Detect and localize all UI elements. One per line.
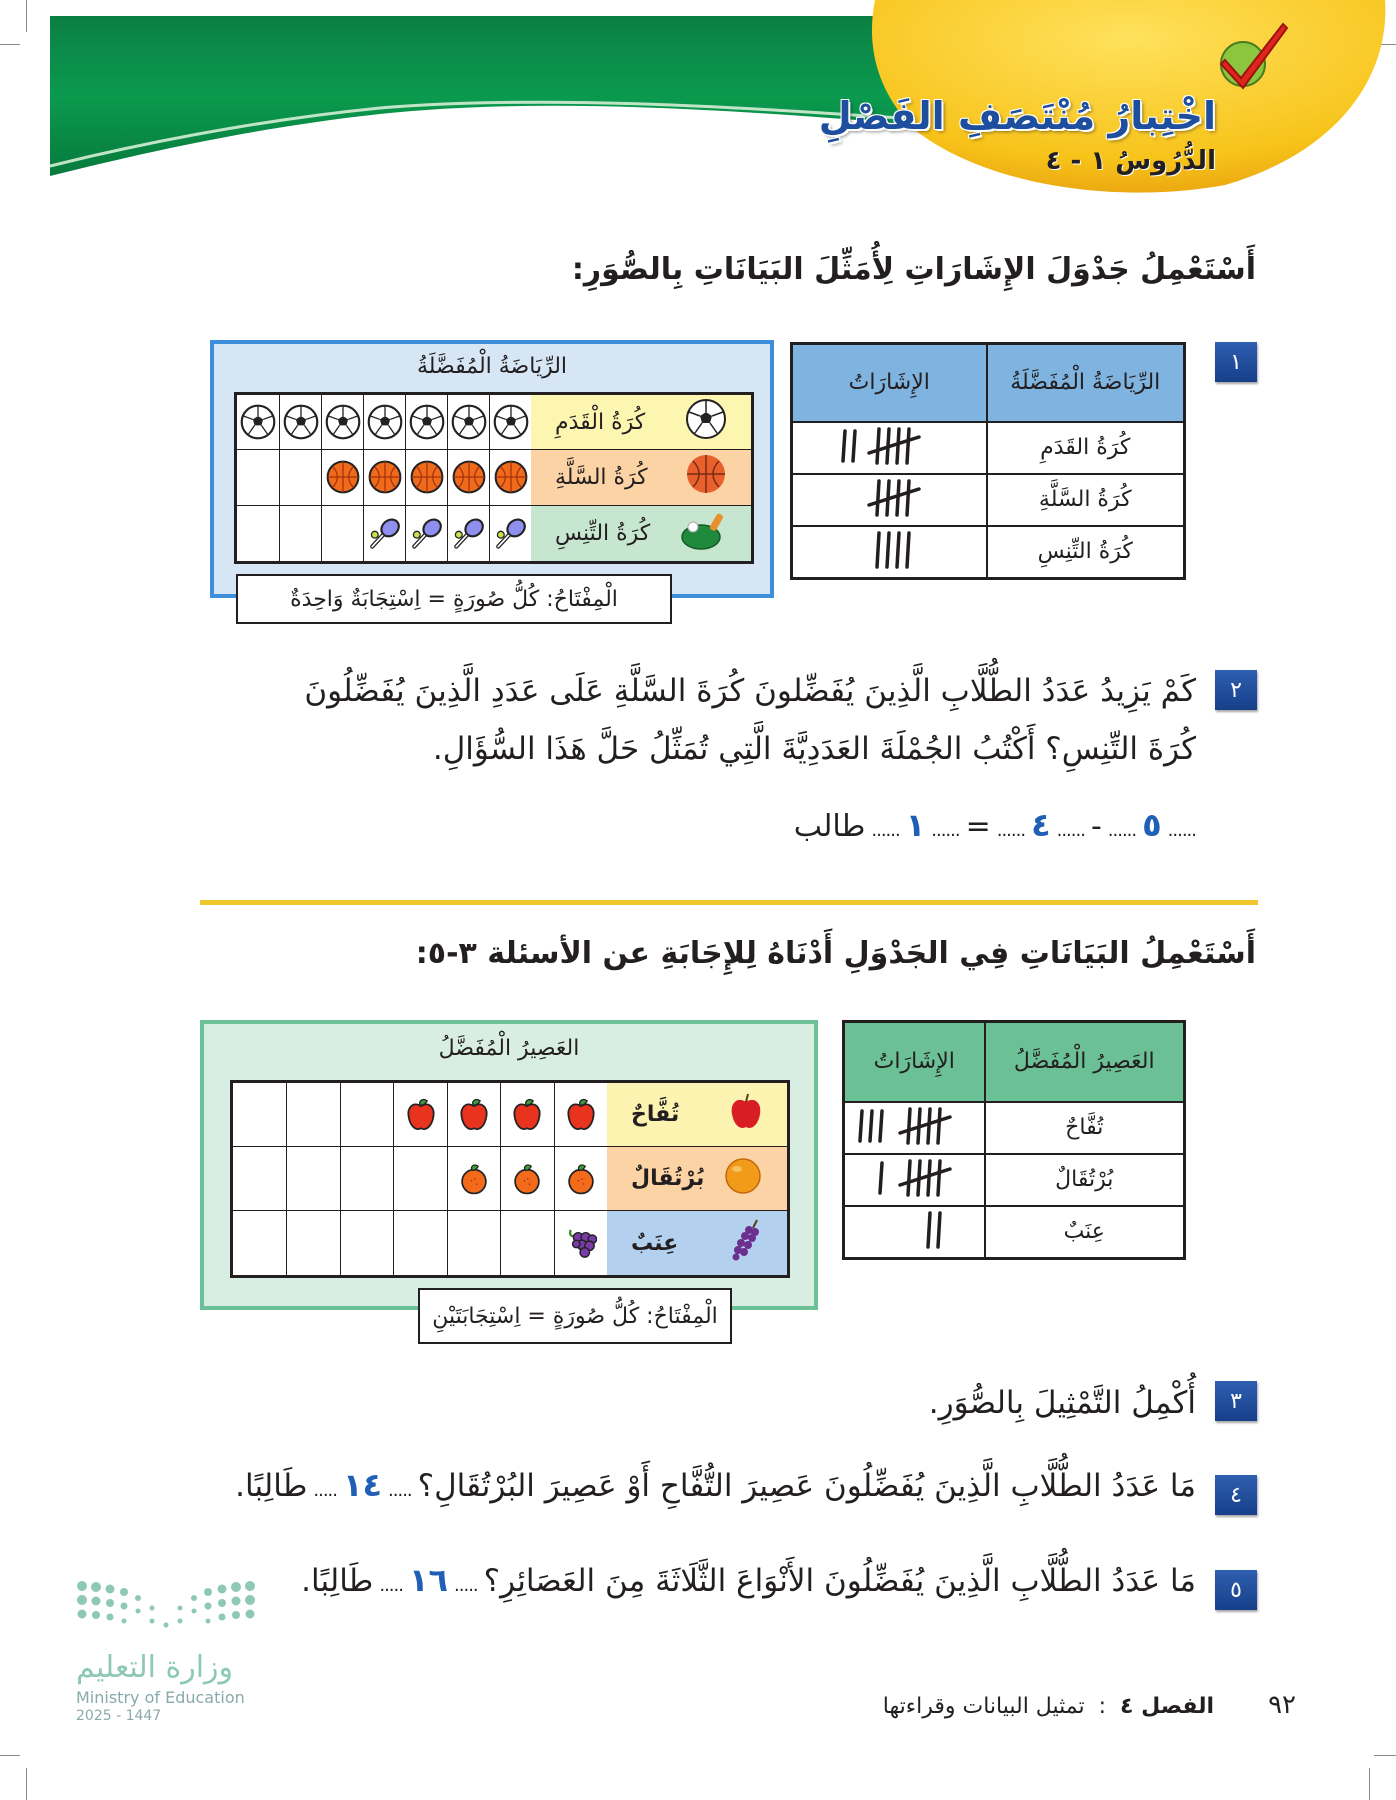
empty-cell (279, 450, 321, 505)
tally-icon (829, 475, 949, 519)
empty-cell (237, 450, 279, 505)
ministry-logo-icon (76, 1580, 256, 1640)
page-footer (883, 1690, 1296, 1720)
tennis-racket-icon (494, 516, 528, 550)
soccer-ball-icon (325, 404, 361, 440)
row-label: كُرَةُ السَّلَّةِ (987, 474, 1185, 526)
table-row (792, 422, 1185, 474)
apple-icon (566, 1097, 596, 1133)
basketball-icon (326, 460, 360, 494)
soccer-ball-icon (451, 404, 487, 440)
question-4-badge: ٤ (1215, 1475, 1257, 1515)
tally-icon (854, 1207, 974, 1251)
tally-icon (829, 423, 949, 467)
row-label: بُرْتُقَالٌ (985, 1154, 1185, 1206)
empty-cell (233, 1147, 286, 1211)
apple-icon (729, 1092, 763, 1138)
question-2-text: كَمْ يَزِيدُ عَدَدُ الطُّلَّابِ الَّذِينَ يُفَضِّلونَ كُرَةَ السَّلَّةِ عَلَى عَدَدِ الَّذِينَ يُفَضِّلُونَ كُرَةَ التِّنِسِ؟ أَكْتُبُ الجُمْلَةَ العَدَدِيَّةَ الَّتِي تُمَثِّلُ حَلَّ هَذَا السُّؤَالِ. (304, 673, 1196, 767)
question-4-line: مَا عَدَدُ الطُّلَّابِ الَّذِينَ يُفَضِّلُونَ عَصِيرَ التُّفَّاحِ أَوْ عَصِيرَ البُرْتُقَالِ؟ ..... ١٤ ..... طَالِبًا. (235, 1466, 1196, 1504)
question-4-text: مَا عَدَدُ الطُّلَّابِ الَّذِينَ يُفَضِّلُونَ عَصِيرَ التُّفَّاحِ أَوْ عَصِيرَ البُرْتُقَالِ؟ (417, 1468, 1196, 1504)
crop-mark (1369, 1768, 1370, 1800)
pictograph-row-label: كُرَةُ السَّلَّةِ (531, 450, 751, 505)
answer-value[interactable]: ١٦ (408, 1561, 449, 1599)
pictograph-title: العَصِيرُ الْمُفَضَّلُ (438, 1036, 580, 1061)
soccer-ball-icon (240, 404, 276, 440)
juice-tally-table (842, 1020, 1186, 1260)
basketball-icon (410, 460, 444, 494)
pictograph-row-label: كُرَةُ التِّنِسِ (531, 506, 751, 561)
empty-cell (340, 1147, 393, 1211)
answer-value[interactable]: ٤ (1031, 806, 1051, 844)
empty-cell (233, 1211, 286, 1275)
apple-icon (406, 1097, 436, 1133)
empty-cell (233, 1083, 286, 1147)
page-number: ٩٢ (1268, 1690, 1296, 1720)
orange-icon (723, 1156, 763, 1202)
question-3-badge: ٣ (1215, 1381, 1257, 1421)
soccer-ball-icon (493, 404, 529, 440)
question-2-badge: ٢ (1215, 670, 1257, 710)
tally-icon (854, 1155, 974, 1199)
empty-cell (286, 1147, 339, 1211)
pictograph-row-label: تُفَّاحٌ (607, 1083, 787, 1147)
tennis-racket-icon (368, 516, 402, 550)
soccer-ball-icon (409, 404, 445, 440)
pictograph-key: الْمِفْتَاحُ: كُلُّ صُورَةٍ = اِسْتِجَابَتَيْنِ (418, 1288, 732, 1344)
empty-cell (286, 1083, 339, 1147)
question-1-badge: ١ (1215, 342, 1257, 382)
chapter-title: تمثيل البيانات وقراءتها (882, 1694, 1085, 1719)
tally-marks-4 (792, 526, 987, 579)
answer-value[interactable]: ٥ (1142, 806, 1162, 844)
crop-mark (26, 1768, 27, 1800)
tennis-racket-icon (452, 516, 486, 550)
apple-icon (512, 1097, 542, 1133)
sports-tally-table (790, 342, 1186, 580)
tally-marks-5 (792, 474, 987, 526)
table-row (844, 1154, 1185, 1206)
juice-pictograph (200, 1020, 818, 1310)
crop-mark (0, 1755, 20, 1756)
grapes-icon (565, 1226, 597, 1260)
basketball-icon (368, 460, 402, 494)
pictograph-key: الْمِفْتَاحُ: كُلُّ صُورَةٍ = اِسْتِجَابَةٌ وَاحِدَةٌ (236, 574, 672, 624)
row-label: تُفَّاحٌ (985, 1102, 1185, 1154)
empty-cell (286, 1211, 339, 1275)
column-header-sport: الرِّيَاضَةُ الْمُفَضَّلَةُ (987, 344, 1185, 422)
tally-marks-2 (844, 1206, 985, 1259)
tally-marks-7 (792, 422, 987, 474)
basketball-icon (685, 453, 727, 501)
section2-instruction: أَسْتَعْمِلُ البَيَانَاتِ فِي الجَدْوَلِ أَدْنَاهُ لِلإِجَابَةِ عن الأسئلة ٣-٥: (415, 936, 1256, 971)
pictograph-row-label: عِنَبٌ (607, 1211, 787, 1275)
empty-cell (393, 1211, 446, 1275)
column-header-tally: الإِشَارَاتُ (844, 1022, 985, 1102)
ministry-name-arabic: وزارة التعليم (76, 1650, 234, 1685)
empty-cell (447, 1211, 500, 1275)
orange-icon (512, 1162, 542, 1196)
empty-cell (237, 506, 279, 561)
soccer-ball-icon (367, 404, 403, 440)
ministry-name-english: Ministry of Education (76, 1688, 245, 1707)
apple-icon (459, 1097, 489, 1133)
orange-icon (566, 1162, 596, 1196)
row-label: كُرَةُ التِّنِسِ (987, 526, 1185, 579)
answer-value[interactable]: ١ (905, 806, 926, 844)
basketball-icon (452, 460, 486, 494)
table-row (844, 1206, 1185, 1259)
basketball-icon (494, 460, 528, 494)
crop-mark (0, 44, 20, 45)
question-5-line: مَا عَدَدُ الطُّلَّابِ الَّذِينَ يُفَضِّلُونَ الأَنْوَاعَ الثَّلَاثَةَ مِنَ العَصَائِرِ؟ ..... ١٦ ..... طَالِبًا. (301, 1561, 1196, 1599)
answer-value[interactable]: ١٤ (342, 1466, 383, 1504)
pictograph-title: الرِّيَاضَةُ الْمُفَضَّلَةُ (416, 354, 568, 379)
row-label: عِنَبٌ (985, 1206, 1185, 1259)
question-5-badge: ٥ (1215, 1570, 1257, 1610)
table-row (844, 1102, 1185, 1154)
section-divider (200, 900, 1258, 905)
tally-icon (854, 1103, 974, 1147)
empty-cell (393, 1147, 446, 1211)
crop-mark (1374, 1755, 1396, 1756)
footer-separator: : (1098, 1694, 1107, 1719)
empty-cell (340, 1211, 393, 1275)
ping-pong-paddle-icon (681, 509, 727, 557)
pictograph-row-label: كُرَةُ الْقَدَمِ (531, 395, 751, 450)
grapes-icon (729, 1218, 763, 1268)
table-row (792, 526, 1185, 579)
column-header-tally: الإِشَارَاتُ (792, 344, 987, 422)
chapter-label: الفصل ٤ (1120, 1694, 1215, 1719)
empty-cell (279, 506, 321, 561)
ministry-year: 2025 - 1447 (76, 1708, 162, 1724)
column-header-juice: العَصِيرُ الْمُفَضَّلُ (985, 1022, 1185, 1102)
tally-icon (829, 527, 949, 571)
tally-marks-6 (844, 1154, 985, 1206)
empty-cell (500, 1211, 553, 1275)
empty-cell (321, 506, 363, 561)
tennis-racket-icon (410, 516, 444, 550)
pictograph-row-label: بُرْتُقَالٌ (607, 1147, 787, 1211)
section1-instruction: أَسْتَعْمِلُ جَدْوَلَ الإِشَارَاتِ لِأُمَثِّلَ البَيَانَاتِ بِالصُّوَرِ: (571, 252, 1256, 287)
question-5-text: مَا عَدَدُ الطُّلَّابِ الَّذِينَ يُفَضِّلُونَ الأَنْوَاعَ الثَّلَاثَةَ مِنَ العَصَائِرِ؟ (483, 1563, 1196, 1599)
row-label: كُرَةُ القَدَمِ (987, 422, 1185, 474)
table-row (792, 474, 1185, 526)
header-banner (50, 16, 1396, 176)
checkmark-icon (1211, 16, 1291, 96)
sports-pictograph (210, 340, 774, 598)
lessons-subtitle: الدُّرُوسُ ١ - ٤ (1045, 146, 1216, 176)
question-2-equation: ...... ٥ ...... - ...... ٤ ...... = ...... ١ ...... طالب (793, 806, 1196, 844)
orange-icon (459, 1162, 489, 1196)
soccer-ball-icon (283, 404, 319, 440)
page-title: اخْتِبارُ مُنْتَصَفِ الفَصْلِ (818, 94, 1216, 138)
question-3-text: أُكْمِلُ التَّمْثِيلَ بِالصُّوَرِ. (928, 1385, 1196, 1421)
soccer-ball-icon (685, 398, 727, 446)
tally-marks-8 (844, 1102, 985, 1154)
empty-cell (340, 1083, 393, 1147)
crop-mark (26, 0, 27, 32)
